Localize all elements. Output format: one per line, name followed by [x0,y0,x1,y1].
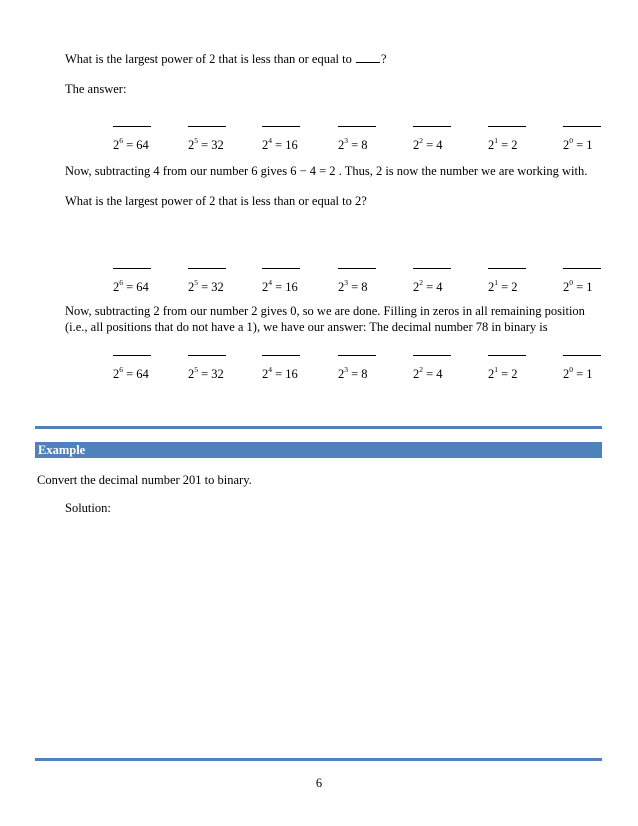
power-label [338,364,368,382]
power-label [563,135,593,153]
power-exponent: 0 [569,364,573,374]
bit-blank-line [563,126,601,127]
power-base: 2 [262,367,269,381]
power-cell [262,355,322,395]
power-base: 2 [338,138,345,152]
bit-blank-line [113,355,151,356]
bit-blank-line [338,268,376,269]
power-value: = 32 [198,138,224,152]
power-exponent: 1 [494,364,498,374]
answer-label: The answer: [65,82,127,96]
bit-blank-line [413,268,451,269]
power-label [413,277,443,295]
power-exponent: 6 [119,277,123,287]
subtract-paragraph-1: Now, subtracting 4 from our number 6 gives 6 − 4 = 2 . Thus, 2 is now the number we are working with. [65,164,588,178]
power-cell [113,268,173,308]
power-base: 2 [563,367,570,381]
power-exponent: 1 [494,277,498,287]
example-title: Example [38,443,86,457]
power-cell [488,268,548,308]
bit-blank-line [188,268,226,269]
power-base: 2 [563,138,570,152]
power-base: 2 [413,367,420,381]
bit-blank-line [563,355,601,356]
power-label [262,364,298,382]
power-cell [488,355,548,395]
power-cell [338,355,398,395]
power-cell [413,126,473,166]
power-value: = 64 [123,280,149,294]
power-exponent: 2 [419,364,423,374]
power-cell [188,355,248,395]
power-value: = 8 [348,280,368,294]
power-value: = 16 [272,367,298,381]
powers-of-two-row-1 [0,126,638,166]
subtraction-expression: 6 − 4 = 2 [290,164,336,178]
bit-blank-line [413,355,451,356]
power-exponent: 5 [194,364,198,374]
power-label [188,277,224,295]
power-value: = 2 [498,367,518,381]
power-value: = 64 [123,138,149,152]
power-base: 2 [188,280,195,294]
power-cell [413,268,473,308]
power-exponent: 4 [268,364,272,374]
power-label [113,364,149,382]
power-exponent: 3 [344,364,348,374]
power-value: = 1 [573,138,593,152]
power-exponent: 2 [419,277,423,287]
power-value: = 4 [423,280,443,294]
power-cell [563,268,623,308]
power-label [563,277,593,295]
power-base: 2 [113,367,120,381]
power-value: = 16 [272,280,298,294]
power-value: = 32 [198,280,224,294]
power-label [338,277,368,295]
power-cell [262,126,322,166]
bit-blank-line [413,126,451,127]
question-largest-power-two: What is the largest power of 2 that is less than or equal to 2? [65,194,367,208]
power-label [488,135,518,153]
power-exponent: 4 [268,135,272,145]
power-exponent: 0 [569,135,573,145]
power-label [188,135,224,153]
power-base: 2 [262,280,269,294]
footer-divider [35,758,602,761]
power-value: = 64 [123,367,149,381]
power-cell [338,268,398,308]
bit-blank-line [338,355,376,356]
power-exponent: 0 [569,277,573,287]
power-exponent: 4 [268,277,272,287]
bit-blank-line [488,126,526,127]
subtract-paragraph-2-line-2: (i.e., all positions that do not have a 1), we have our answer: The decimal number 78 in binary is [65,320,548,334]
power-base: 2 [113,280,120,294]
solution-label: Solution: [65,501,111,515]
power-exponent: 3 [344,135,348,145]
power-cell [188,126,248,166]
power-base: 2 [338,280,345,294]
power-cell [113,355,173,395]
question-largest-power-blank: What is the largest power of 2 that is less than or equal to ? [65,52,387,66]
power-exponent: 2 [419,135,423,145]
power-cell [338,126,398,166]
bit-blank-line [488,268,526,269]
power-label [413,135,443,153]
power-exponent: 5 [194,277,198,287]
power-label [563,364,593,382]
power-base: 2 [262,138,269,152]
section-divider-top [35,426,602,429]
power-exponent: 5 [194,135,198,145]
page-number: 6 [315,776,323,790]
power-exponent: 1 [494,135,498,145]
bit-blank-line [262,126,300,127]
power-label [262,277,298,295]
power-exponent: 3 [344,277,348,287]
power-base: 2 [413,280,420,294]
power-cell [262,268,322,308]
bit-blank-line [188,126,226,127]
power-base: 2 [413,138,420,152]
power-cell [488,126,548,166]
bit-blank-line [262,268,300,269]
power-cell [113,126,173,166]
power-label [113,135,149,153]
power-value: = 16 [272,138,298,152]
power-base: 2 [488,138,495,152]
bit-blank-line [188,355,226,356]
power-label [262,135,298,153]
power-base: 2 [338,367,345,381]
power-value: = 4 [423,367,443,381]
answer-blank [356,53,380,63]
power-value: = 32 [198,367,224,381]
bit-blank-line [488,355,526,356]
bit-blank-line [113,126,151,127]
power-label [413,364,443,382]
power-base: 2 [563,280,570,294]
power-cell [563,126,623,166]
power-base: 2 [113,138,120,152]
power-base: 2 [188,138,195,152]
power-label [488,364,518,382]
power-exponent: 6 [119,135,123,145]
example-header-bar [35,442,602,458]
subtract-paragraph-2-line-1: Now, subtracting 2 from our number 2 gives 0, so we are done. Filling in zeros in all remaining position [65,304,585,318]
power-value: = 4 [423,138,443,152]
power-label [338,135,368,153]
bit-blank-line [563,268,601,269]
power-cell [188,268,248,308]
powers-of-two-row-2 [0,268,638,308]
power-value: = 2 [498,138,518,152]
power-cell [413,355,473,395]
power-base: 2 [488,280,495,294]
bit-blank-line [262,355,300,356]
powers-of-two-row-3 [0,355,638,395]
power-base: 2 [188,367,195,381]
power-label [488,277,518,295]
power-value: = 1 [573,280,593,294]
power-cell [563,355,623,395]
bit-blank-line [113,268,151,269]
power-label [188,364,224,382]
power-label [113,277,149,295]
power-base: 2 [488,367,495,381]
power-value: = 8 [348,367,368,381]
power-exponent: 6 [119,364,123,374]
power-value: = 2 [498,280,518,294]
example-prompt: Convert the decimal number 201 to binary. [37,473,252,487]
bit-blank-line [338,126,376,127]
power-value: = 1 [573,367,593,381]
power-value: = 8 [348,138,368,152]
